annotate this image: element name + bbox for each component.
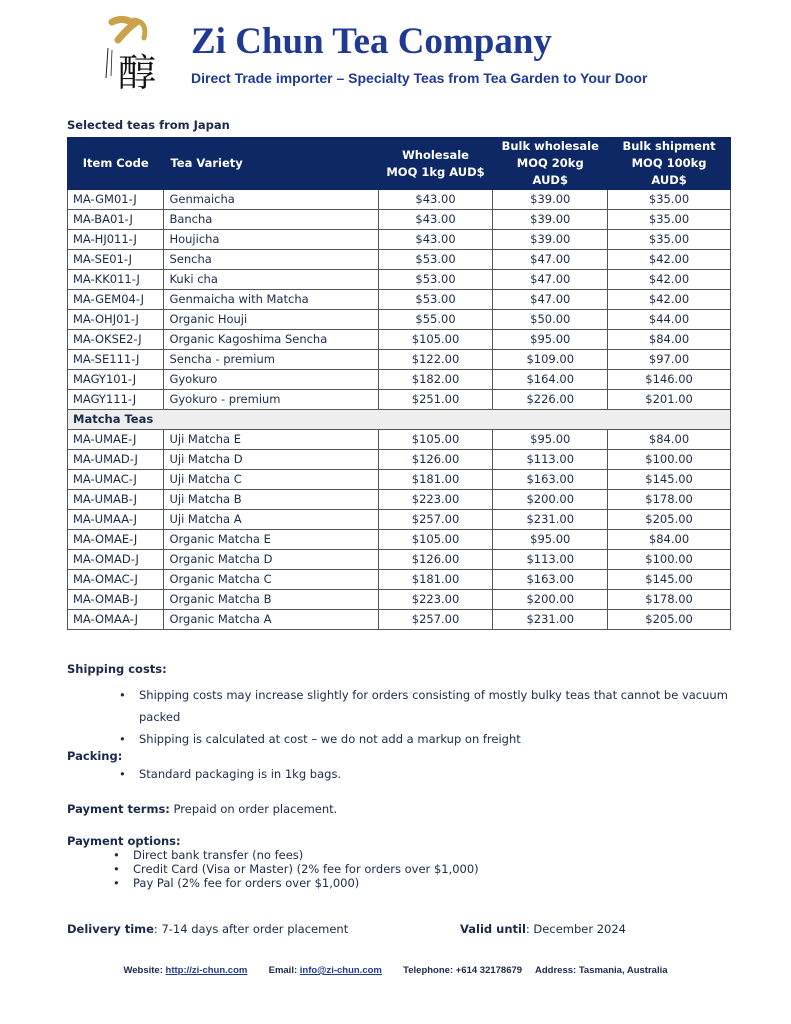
cell-item-code: MA-BA01-J xyxy=(68,210,164,230)
cell-bulk-shipment: $178.00 xyxy=(608,590,731,610)
cell-bulk-wholesale: $164.00 xyxy=(493,370,608,390)
cell-wholesale: $182.00 xyxy=(378,370,493,390)
cell-tea-variety: Kuki cha xyxy=(164,270,378,290)
list-item: packed xyxy=(139,710,181,724)
header-bulk-shipment: Bulk shipment MOQ 100kg AUD$ xyxy=(608,138,731,190)
cell-wholesale: $105.00 xyxy=(378,330,493,350)
cell-item-code: MA-OMAC-J xyxy=(68,570,164,590)
cell-wholesale: $53.00 xyxy=(378,270,493,290)
telephone: Telephone: +614 32178679 xyxy=(403,965,523,976)
tagline: Direct Trade importer – Specialty Teas from Tea Garden to Your Door xyxy=(191,70,648,86)
cell-tea-variety: Uji Matcha E xyxy=(164,430,378,450)
cell-wholesale: $257.00 xyxy=(378,510,493,530)
cell-bulk-wholesale: $113.00 xyxy=(493,550,608,570)
header-bulk-wholesale: Bulk wholesale MOQ 20kg AUD$ xyxy=(493,138,608,190)
cell-item-code: MA-KK011-J xyxy=(68,270,164,290)
cell-bulk-wholesale: $163.00 xyxy=(493,570,608,590)
table-row xyxy=(68,370,731,390)
company-name: Zi Chun Tea Company xyxy=(191,21,552,62)
list-item: • Shipping costs may increase slightly for orders consisting of mostly bulky teas that cannot be vacuum xyxy=(119,688,728,702)
cell-tea-variety: Genmaicha with Matcha xyxy=(164,290,378,310)
list-item: • Standard packaging is in 1kg bags. xyxy=(119,767,342,781)
cell-bulk-wholesale: $39.00 xyxy=(493,210,608,230)
letterhead xyxy=(0,0,791,100)
cell-bulk-wholesale: $95.00 xyxy=(493,530,608,550)
cell-item-code: MA-HJ011-J xyxy=(68,230,164,250)
price-table xyxy=(67,137,731,630)
website-link[interactable]: http://zi-chun.com xyxy=(165,965,248,976)
cell-bulk-wholesale: $231.00 xyxy=(493,610,608,630)
shipping-title: Shipping costs: xyxy=(67,662,167,676)
table-row xyxy=(68,550,731,570)
cell-bulk-wholesale: $109.00 xyxy=(493,350,608,370)
table-row xyxy=(68,510,731,530)
table-header-row xyxy=(68,138,731,190)
cell-bulk-shipment: $205.00 xyxy=(608,610,731,630)
cell-bulk-wholesale: $231.00 xyxy=(493,510,608,530)
cell-bulk-wholesale: $47.00 xyxy=(493,290,608,310)
cell-bulk-shipment: $205.00 xyxy=(608,510,731,530)
cell-wholesale: $126.00 xyxy=(378,450,493,470)
cell-wholesale: $43.00 xyxy=(378,230,493,250)
cell-bulk-shipment: $146.00 xyxy=(608,370,731,390)
cell-tea-variety: Gyokuro xyxy=(164,370,378,390)
cell-bulk-shipment: $84.00 xyxy=(608,530,731,550)
table-row xyxy=(68,310,731,330)
cell-bulk-wholesale: $113.00 xyxy=(493,450,608,470)
matcha-subheader: Matcha Teas xyxy=(68,410,731,430)
payment-options xyxy=(67,834,479,890)
cell-wholesale: $53.00 xyxy=(378,250,493,270)
payment-options-list xyxy=(113,848,479,890)
list-item: • Shipping is calculated at cost – we do not add a markup on freight xyxy=(119,732,521,746)
cell-item-code: MA-UMAB-J xyxy=(68,490,164,510)
cell-tea-variety: Bancha xyxy=(164,210,378,230)
list-item: • Direct bank transfer (no fees) xyxy=(113,848,304,862)
shipping-list xyxy=(119,684,728,750)
packing-list xyxy=(119,767,342,781)
cell-bulk-wholesale: $163.00 xyxy=(493,470,608,490)
cell-bulk-shipment: $97.00 xyxy=(608,350,731,370)
table-row xyxy=(68,450,731,470)
cell-wholesale: $53.00 xyxy=(378,290,493,310)
cell-tea-variety: Organic Kagoshima Sencha xyxy=(164,330,378,350)
cell-wholesale: $43.00 xyxy=(378,210,493,230)
cell-wholesale: $181.00 xyxy=(378,470,493,490)
table-row xyxy=(68,250,731,270)
cell-bulk-shipment: $100.00 xyxy=(608,450,731,470)
cell-item-code: MA-OMAB-J xyxy=(68,590,164,610)
cell-item-code: MAGY101-J xyxy=(68,370,164,390)
cell-tea-variety: Uji Matcha C xyxy=(164,470,378,490)
cell-bulk-wholesale: $39.00 xyxy=(493,230,608,250)
cell-wholesale: $257.00 xyxy=(378,610,493,630)
packing-title: Packing: xyxy=(67,749,123,763)
table-row xyxy=(68,430,731,450)
cell-wholesale: $126.00 xyxy=(378,550,493,570)
table-row xyxy=(68,230,731,250)
table-row xyxy=(68,290,731,310)
cell-item-code: MA-OMAA-J xyxy=(68,610,164,630)
cell-bulk-shipment: $84.00 xyxy=(608,430,731,450)
cell-bulk-wholesale: $226.00 xyxy=(493,390,608,410)
cell-tea-variety: Organic Matcha E xyxy=(164,530,378,550)
table-row xyxy=(68,570,731,590)
cell-item-code: MA-SE01-J xyxy=(68,250,164,270)
cell-tea-variety: Genmaicha xyxy=(164,190,378,210)
cell-bulk-wholesale: $47.00 xyxy=(493,270,608,290)
cell-wholesale: $181.00 xyxy=(378,570,493,590)
cell-tea-variety: Uji Matcha A xyxy=(164,510,378,530)
cell-bulk-shipment: $42.00 xyxy=(608,290,731,310)
cell-bulk-wholesale: $95.00 xyxy=(493,430,608,450)
cell-wholesale: $251.00 xyxy=(378,390,493,410)
cell-bulk-wholesale: $50.00 xyxy=(493,310,608,330)
cell-tea-variety: Organic Matcha C xyxy=(164,570,378,590)
cell-bulk-wholesale: $200.00 xyxy=(493,590,608,610)
footer: Website: http://zi-chun.com Email: info@zi-chun.com Telephone: +614 32178679 Address: Tasmania, Australia xyxy=(123,965,668,976)
cell-bulk-shipment: $35.00 xyxy=(608,230,731,250)
cell-bulk-wholesale: $39.00 xyxy=(493,190,608,210)
cell-item-code: MAGY111-J xyxy=(68,390,164,410)
cell-item-code: MA-SE111-J xyxy=(68,350,164,370)
cell-bulk-shipment: $42.00 xyxy=(608,270,731,290)
cell-bulk-shipment: $42.00 xyxy=(608,250,731,270)
table-row xyxy=(68,530,731,550)
cell-bulk-wholesale: $95.00 xyxy=(493,330,608,350)
cell-bulk-shipment: $145.00 xyxy=(608,570,731,590)
cell-item-code: MA-OMAD-J xyxy=(68,550,164,570)
table-row xyxy=(68,210,731,230)
cell-bulk-shipment: $145.00 xyxy=(608,470,731,490)
table-row xyxy=(68,190,731,210)
table-row xyxy=(68,610,731,630)
packing-section xyxy=(67,749,341,781)
cell-tea-variety: Gyokuro - premium xyxy=(164,390,378,410)
cell-bulk-wholesale: $200.00 xyxy=(493,490,608,510)
cell-tea-variety: Sencha xyxy=(164,250,378,270)
cell-wholesale: $43.00 xyxy=(378,190,493,210)
cell-tea-variety: Organic Matcha B xyxy=(164,590,378,610)
shipping-section xyxy=(67,662,728,750)
calligraphy-logo xyxy=(104,12,160,92)
table-row xyxy=(68,270,731,290)
delivery-time: Delivery time: 7-14 days after order placement xyxy=(67,922,349,936)
cell-item-code: MA-UMAE-J xyxy=(68,430,164,450)
header-tea-variety: Tea Variety xyxy=(164,138,378,190)
cell-tea-variety: Uji Matcha D xyxy=(164,450,378,470)
payment-options-title: Payment options: xyxy=(67,834,181,848)
cell-bulk-shipment: $201.00 xyxy=(608,390,731,410)
section-title: Selected teas from Japan xyxy=(67,118,230,132)
cell-wholesale: $122.00 xyxy=(378,350,493,370)
valid-until: Valid until: December 2024 xyxy=(460,922,626,936)
logo-glyph: 醇 xyxy=(118,51,157,92)
cell-item-code: MA-OMAE-J xyxy=(68,530,164,550)
cell-tea-variety: Uji Matcha B xyxy=(164,490,378,510)
cell-item-code: MA-GM01-J xyxy=(68,190,164,210)
table-row xyxy=(68,330,731,350)
cell-wholesale: $223.00 xyxy=(378,490,493,510)
email-link[interactable]: info@zi-chun.com xyxy=(299,965,382,976)
cell-bulk-shipment: $84.00 xyxy=(608,330,731,350)
cell-bulk-shipment: $35.00 xyxy=(608,210,731,230)
cell-tea-variety: Houjicha xyxy=(164,230,378,250)
cell-tea-variety: Organic Matcha D xyxy=(164,550,378,570)
cell-item-code: MA-UMAD-J xyxy=(68,450,164,470)
cell-wholesale: $55.00 xyxy=(378,310,493,330)
cell-bulk-shipment: $44.00 xyxy=(608,310,731,330)
cell-item-code: MA-UMAA-J xyxy=(68,510,164,530)
cell-bulk-shipment: $178.00 xyxy=(608,490,731,510)
cell-item-code: MA-UMAC-J xyxy=(68,470,164,490)
cell-wholesale: $105.00 xyxy=(378,430,493,450)
list-item: • Pay Pal (2% fee for orders over $1,000) xyxy=(113,876,360,890)
table-row xyxy=(68,590,731,610)
table-row xyxy=(68,470,731,490)
cell-wholesale: $223.00 xyxy=(378,590,493,610)
table-row xyxy=(68,490,731,510)
cell-item-code: MA-OHJ01-J xyxy=(68,310,164,330)
cell-bulk-shipment: $35.00 xyxy=(608,190,731,210)
header-wholesale: Wholesale MOQ 1kg AUD$ xyxy=(378,138,493,190)
cell-tea-variety: Organic Matcha A xyxy=(164,610,378,630)
cell-item-code: MA-OKSE2-J xyxy=(68,330,164,350)
cell-wholesale: $105.00 xyxy=(378,530,493,550)
list-item: • Credit Card (Visa or Master) (2% fee for orders over $1,000) xyxy=(113,862,479,876)
cell-bulk-wholesale: $47.00 xyxy=(493,250,608,270)
cell-item-code: MA-GEM04-J xyxy=(68,290,164,310)
table-subheader-row xyxy=(68,410,731,430)
cell-bulk-shipment: $100.00 xyxy=(608,550,731,570)
table-row xyxy=(68,390,731,410)
cell-tea-variety: Organic Houji xyxy=(164,310,378,330)
address: Address: Tasmania, Australia xyxy=(535,965,668,976)
payment-terms: Payment terms: Prepaid on order placement. xyxy=(67,802,338,816)
cell-tea-variety: Sencha - premium xyxy=(164,350,378,370)
table-row xyxy=(68,350,731,370)
header-item-code: Item Code xyxy=(68,138,164,190)
